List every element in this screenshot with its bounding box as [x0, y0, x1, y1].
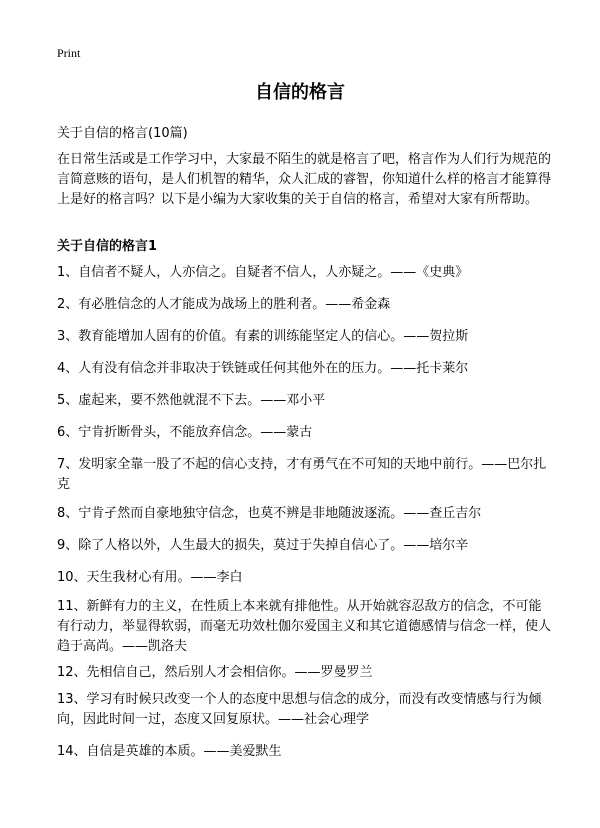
quote-item: 10、天生我材心有用。——李白	[57, 570, 243, 585]
intro-paragraph: 在日常生活或是工作学习中，大家最不陌生的就是格言了吧，格言作为人们行为规范的言简意赅的语句，是人们机智的精华，众人汇成的睿智，你知道什么样的格言才能算得上是好的格言吗？以下是小编为大家收集的关于自信的格言，希望对大家有所帮助。	[57, 152, 552, 207]
quote-item: 12、先相信自己，然后别人才会相信你。——罗曼罗兰	[57, 665, 373, 680]
section-heading: 关于自信的格言1	[57, 239, 158, 254]
page-title: 自信的格言	[255, 82, 345, 103]
quote-item: 14、自信是英雄的本质。——美爱默生	[57, 744, 282, 759]
subtitle: 关于自信的格言(10篇)	[57, 126, 188, 141]
quote-item: 9、除了人格以外，人生最大的损失，莫过于失掉自信心了。——培尔辛	[57, 538, 469, 553]
quote-item: 11、新鲜有力的主义，在性质上本来就有排他性。从开始就容忍敌方的信念，不可能有行动力，举显得软弱，而毫无功效杜伽尔爱国主义和其它道德感情与信念一样，使人趋于高尚。——凯洛夫	[57, 599, 552, 654]
quote-item: 7、发明家全靠一股了不起的信心支持，才有勇气在不可知的天地中前行。——巴尔扎克	[57, 457, 547, 492]
quote-item: 1、自信者不疑人，人亦信之。自疑者不信人，人亦疑之。——《史典》	[57, 265, 469, 280]
quote-item: 3、教育能增加人固有的价值。有素的训练能坚定人的信心。——贺拉斯	[57, 329, 469, 344]
quote-item: 2、有必胜信念的人才能成为战场上的胜利者。——希金森	[57, 297, 391, 312]
print-label[interactable]: Print	[57, 46, 81, 60]
quote-item: 13、学习有时候只改变一个人的态度中思想与信念的成分，而没有改变情感与行为倾向，因此时间一过，态度又回复原状。——社会心理学	[57, 692, 542, 727]
quote-item: 4、人有没有信念并非取决于铁链或任何其他外在的压力。——托卡莱尔	[57, 361, 469, 376]
quote-item: 5、虚起来，要不然他就混不下去。——邓小平	[57, 393, 326, 408]
quote-item: 6、宁肯折断骨头，不能放弃信念。——蒙古	[57, 425, 313, 440]
quote-item: 8、宁肯孑然而自豪地独守信念，也莫不辨是非地随波逐流。——查丘吉尔	[57, 506, 482, 521]
